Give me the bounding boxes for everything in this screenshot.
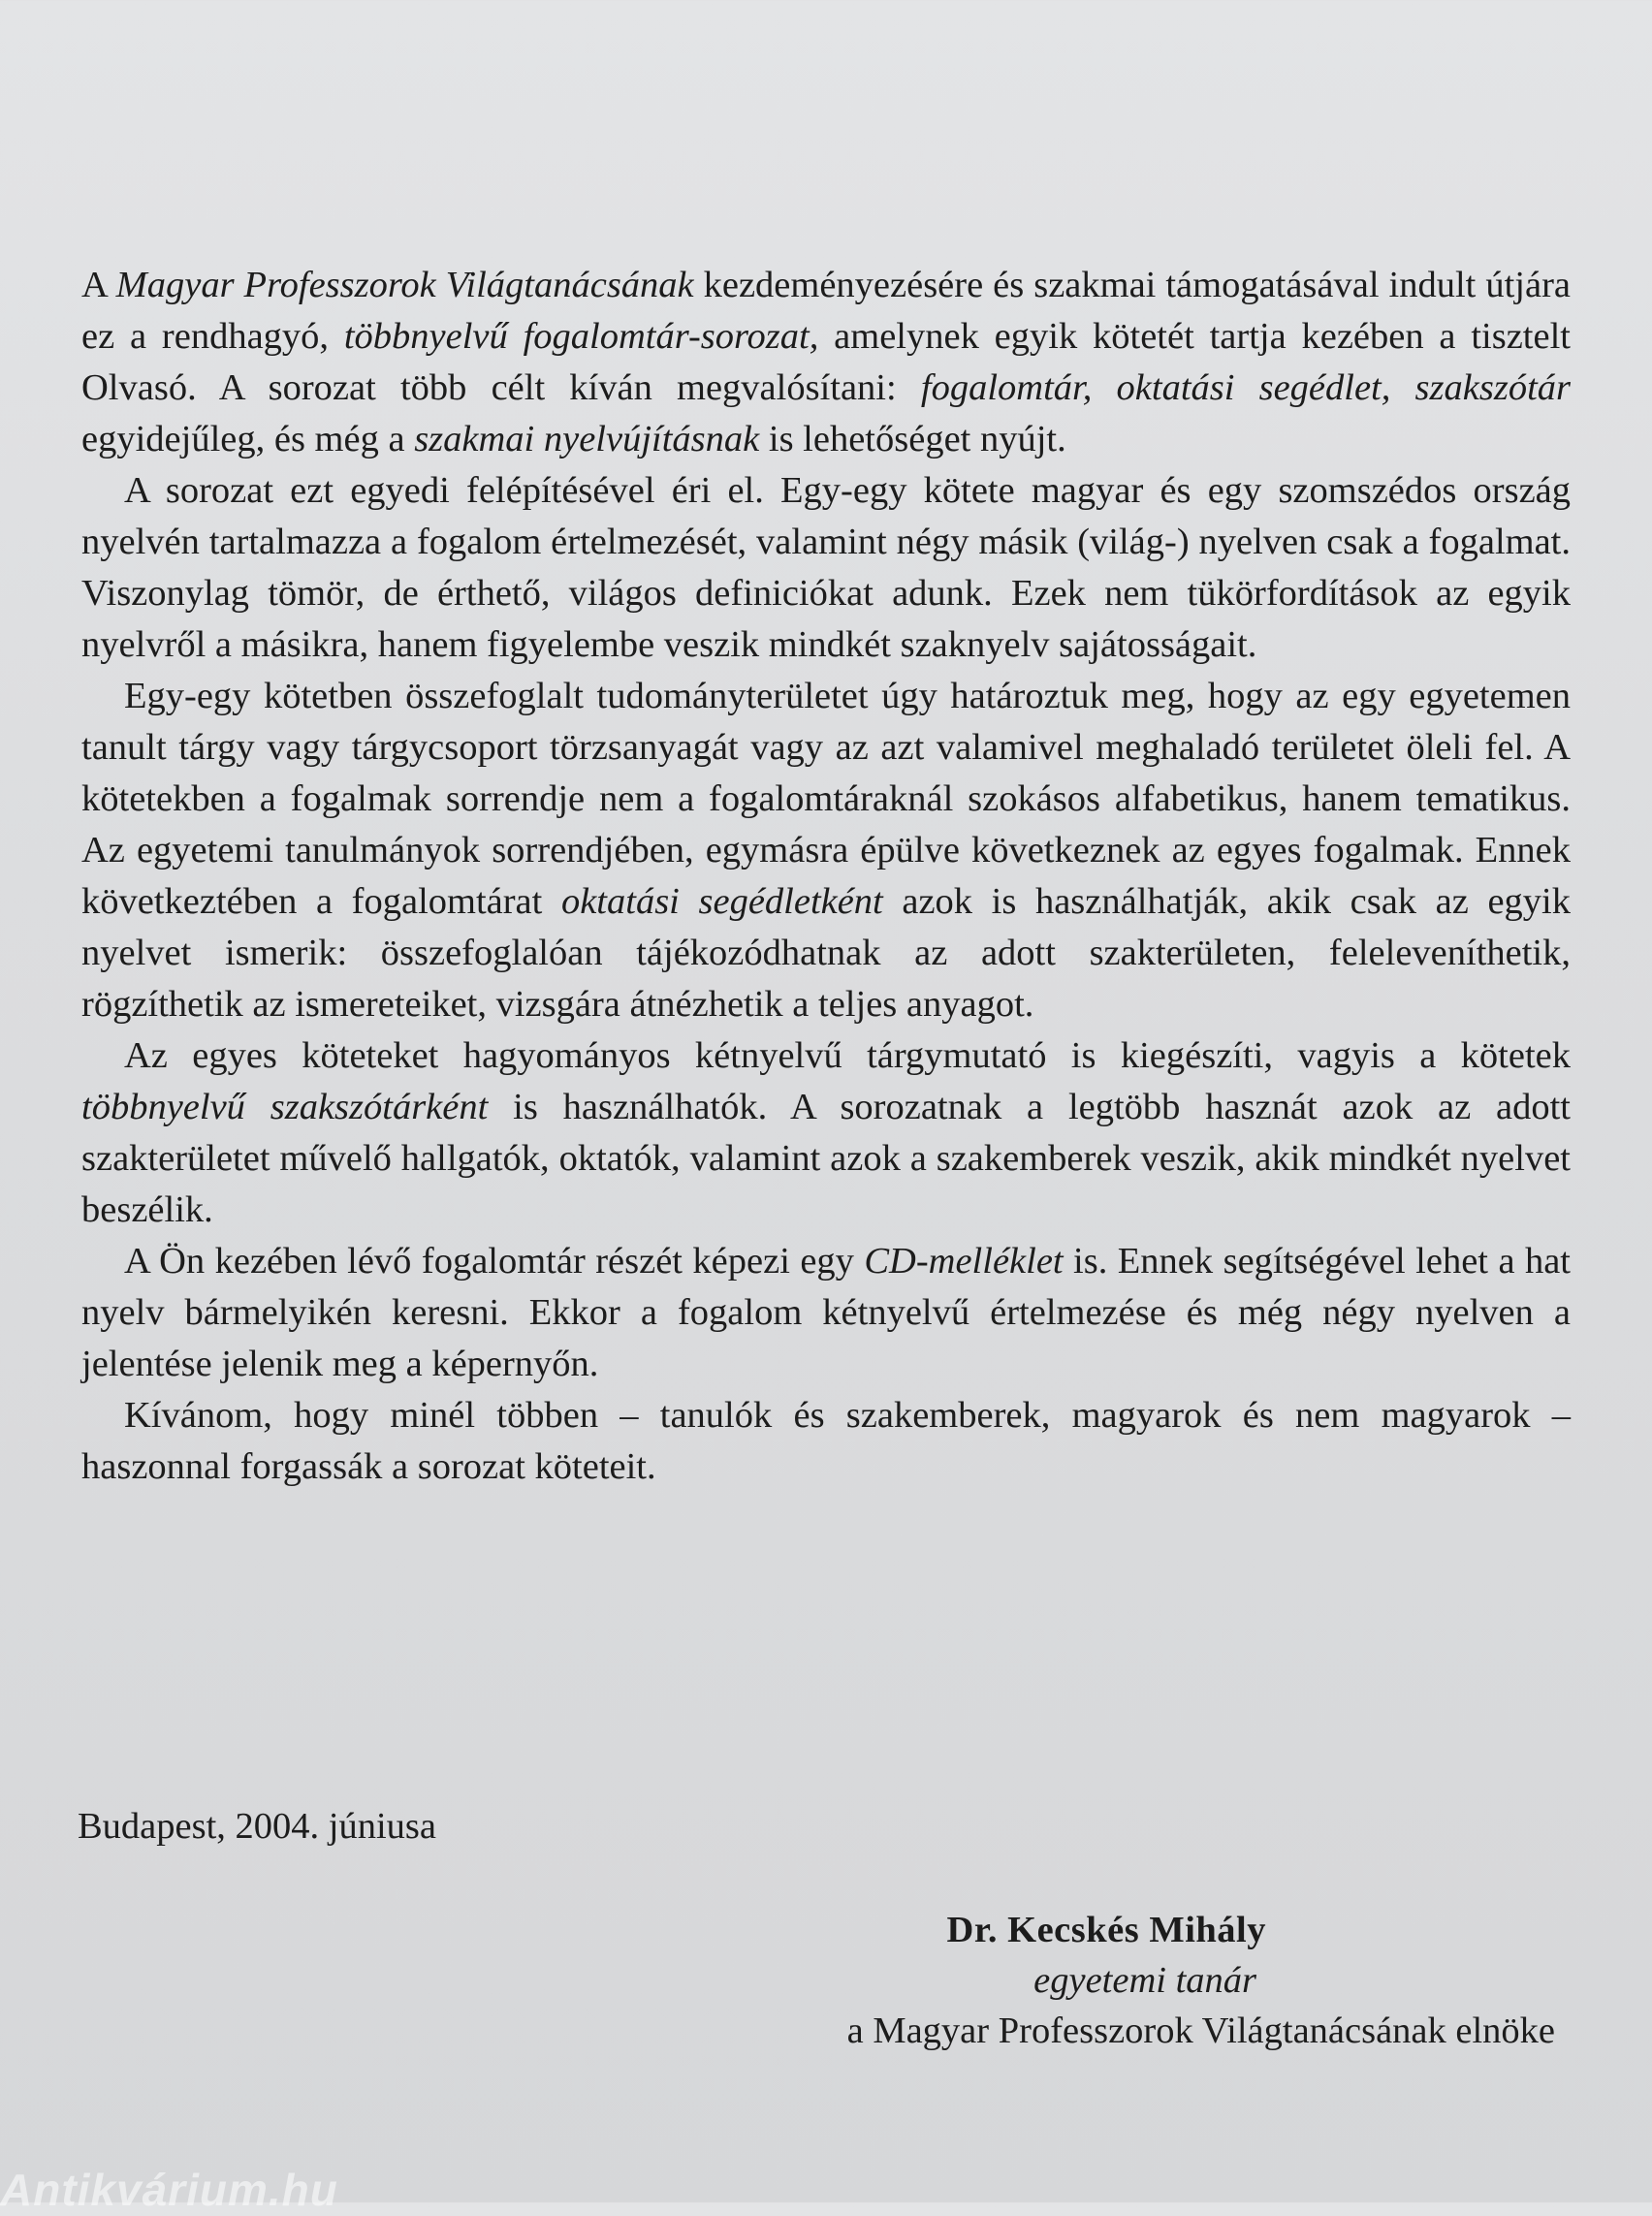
- date-line: Budapest, 2004. júniusa: [78, 1806, 436, 1847]
- watermark: Antikvárium.hu: [0, 2165, 338, 2215]
- text-run: Egy-egy kötetben összefoglalt tudományterületet úgy határoztuk meg, hogy az egy egyetemen tanult tárgy vagy tárgycsoport törzsanyagát vagy az azt valamivel meghaladó területet öleli fel. A kötetekben a fogalmak sorrendje nem a fogalomtáraknál szokásos alfabetikus, hanem tematikus. Az egyetemi tanulmányok sorrendjében, egymásra épülve következnek az egyes fogalmak. Ennek következtében a fogalomtárat: [81, 676, 1571, 922]
- italic-run: fogalomtár, oktatási segédlet, szakszótár: [920, 367, 1572, 408]
- italic-run: többnyelvű fogalomtár-sorozat,: [343, 316, 819, 357]
- text-run: is. Ennek segítségével lehet a hat nyelv bármelyikén keresni. Ekkor a fogalom kétnyelvű értelmezése és még négy nyelven a jelentése jelenik meg a képernyőn.: [81, 1241, 1572, 1384]
- italic-run: oktatási segédletként: [560, 881, 883, 922]
- italic-run: szakmai nyelvújításnak: [414, 419, 760, 459]
- author-name: Dr. Kecskés Mihály: [946, 1910, 1266, 1950]
- text-run: is lehetőséget nyújt.: [759, 419, 1066, 459]
- italic-run: CD-melléklet: [864, 1241, 1064, 1282]
- paragraph: [81, 1030, 1571, 1236]
- text-run: Kívánom, hogy minél többen – tanulók és szakemberek, magyarok és nem magyarok – haszonnal forgassák a sorozat köteteit.: [81, 1395, 1571, 1487]
- text-run: Az egyes köteteket hagyományos kétnyelvű tárgymutató is kiegészíti, vagyis a kötetek: [124, 1035, 1571, 1076]
- text-run: is használhatók. A sorozatnak a legtöbb hasznát azok az adott szakterületet művelő hallgatók, oktatók, valamint azok a szakemberek veszik, akik mindkét nyelvet beszélik.: [81, 1087, 1571, 1230]
- author-role: a Magyar Professzorok Világtanácsának elnöke: [846, 2010, 1555, 2051]
- foreword-body: [81, 260, 1571, 1493]
- paragraph: [81, 260, 1571, 465]
- text-run: A Ön kezében lévő fogalomtár részét képezi egy: [124, 1241, 865, 1282]
- paragraph: [81, 465, 1571, 671]
- paragraph: [81, 1390, 1571, 1493]
- author-title: egyetemi tanár: [1033, 1960, 1256, 2001]
- text-run: A sorozat ezt egyedi felépítésével éri el. Egy-egy kötete magyar és egy szomszédos ország nyelvén tartalmazza a fogalom értelmezését, valamint négy másik (világ-) nyelven csak a fogalmat. Viszonylag tömör, de érthető, világos definiciókat adunk. Ezek nem tükörfordítások az egyik nyelvről a másikra, hanem figyelembe veszik mindkét szaknyelv sajátosságait.: [81, 470, 1571, 665]
- text-run: A: [81, 265, 116, 305]
- text-run: azok is használhatják, akik csak az egyik nyelvet ismerik: összefoglalóan tájékozódhatnak az adott szakterületen, feleleveníthetik, rögzíthetik az ismereteiket, vizsgára átnézhetik a teljes anyagot.: [81, 881, 1571, 1025]
- italic-run: többnyelvű szakszótárként: [81, 1087, 489, 1127]
- italic-run: Magyar Professzorok Világtanácsának: [115, 265, 694, 305]
- text-run: kezdeményezésére és szakmai támogatásával indult útjára ez a rendhagyó,: [81, 265, 1571, 357]
- text-run: egyidejűleg, és még a: [81, 419, 415, 459]
- signature-block: [586, 1905, 1555, 2056]
- paragraph: [81, 671, 1571, 1030]
- paragraph: [81, 1236, 1571, 1390]
- text-run: amelynek egyik kötetét tartja kezében a tisztelt Olvasó. A sorozat több célt kíván megvalósítani:: [81, 316, 1571, 408]
- bleed-through-text: [0, 10, 1652, 66]
